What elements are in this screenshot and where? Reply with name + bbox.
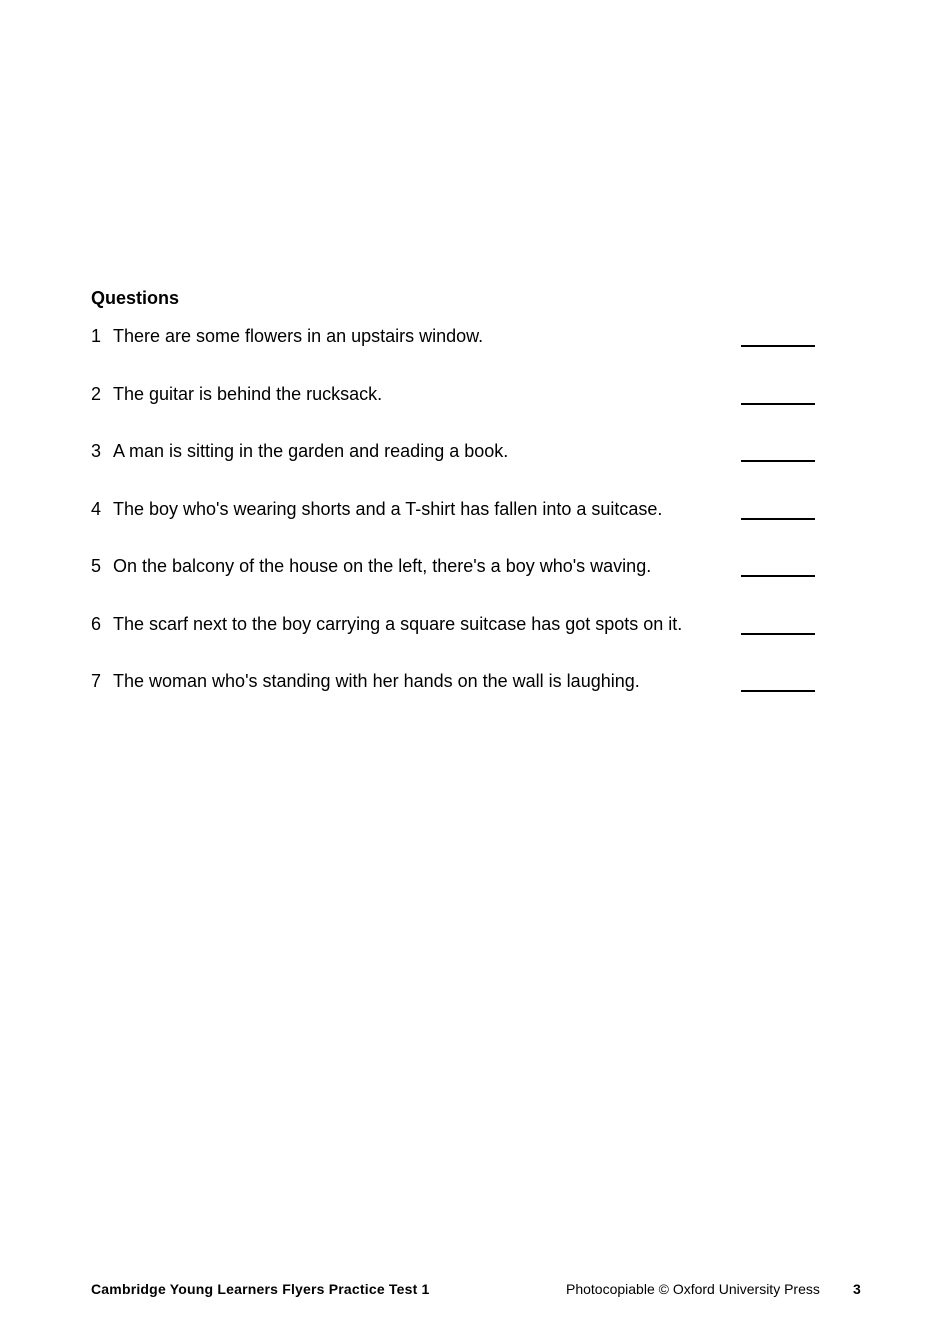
question-number: 5 [91,556,102,576]
answer-blank[interactable] [741,518,815,520]
question-number: 2 [91,383,102,404]
answer-blank[interactable] [741,575,815,577]
question-number: 1 [91,326,102,346]
answer-blank[interactable] [741,345,815,347]
question-row [91,440,821,498]
answer-blank[interactable] [741,403,815,405]
answer-blank[interactable] [741,690,815,692]
question-number: 3 [91,441,102,461]
answer-blank[interactable] [741,460,815,462]
question-row [91,325,821,383]
question-number: 7 [91,671,102,691]
page-number: 3 [853,1281,861,1297]
questions-heading: Questions [91,288,180,308]
question-text: A man is sitting in the garden and reading a book. [113,441,509,461]
question-row [91,670,821,728]
question-text: There are some flowers in an upstairs window. [113,326,484,346]
footer-copyright: Photocopiable © Oxford University Press [566,1281,820,1297]
question-text: On the balcony of the house on the left, there's a boy who's waving. [113,556,652,576]
question-number: 6 [91,613,102,634]
footer-title: Cambridge Young Learners Flyers Practice Test 1 [91,1281,430,1297]
question-row [91,498,821,556]
question-number: 4 [91,498,102,519]
question-row [91,555,821,613]
question-row [91,613,821,671]
question-text: The guitar is behind the rucksack. [113,383,383,404]
question-row [91,383,821,441]
question-text: The boy who's wearing shorts and a T-shirt has fallen into a suitcase. [113,498,663,519]
question-text: The woman who's standing with her hands on the wall is laughing. [113,671,640,691]
answer-blank[interactable] [741,633,815,635]
question-text: The scarf next to the boy carrying a square suitcase has got spots on it. [113,613,683,634]
question-list [91,325,821,728]
